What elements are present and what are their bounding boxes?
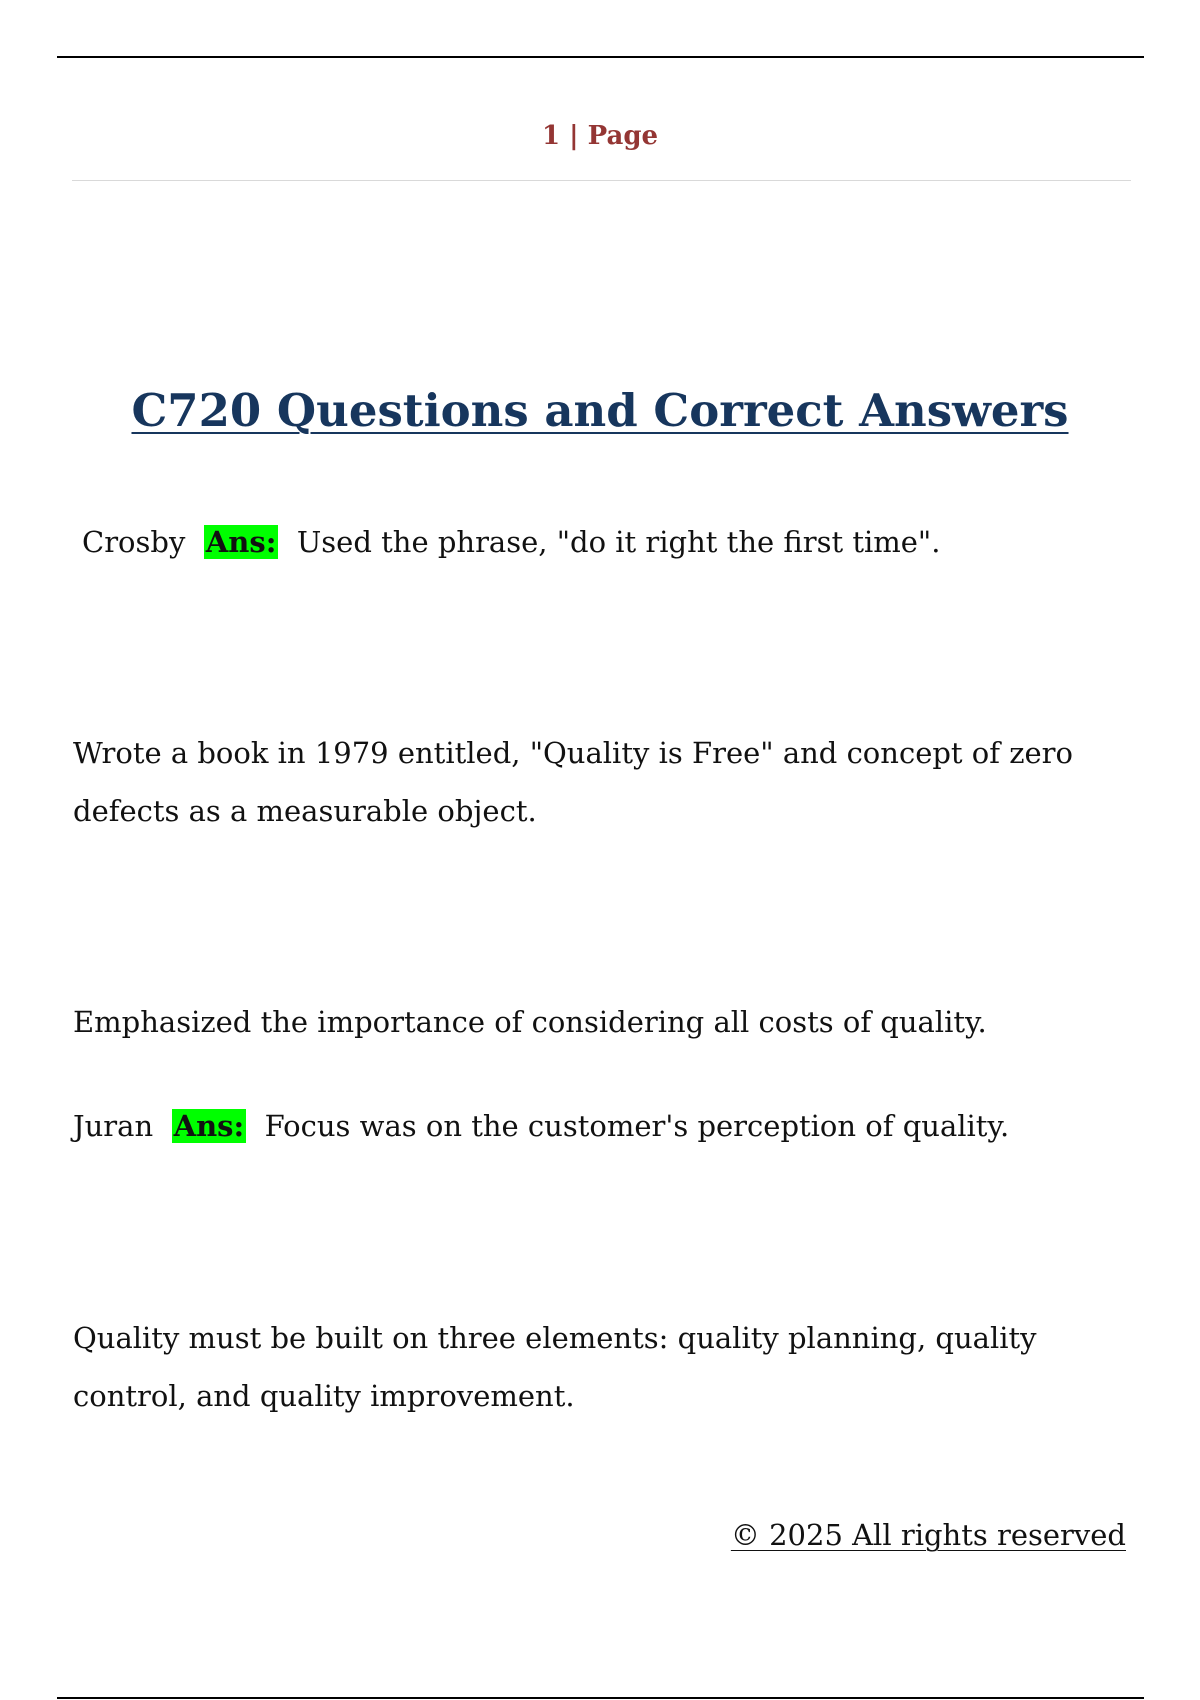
page-number: 1 xyxy=(541,121,561,151)
question-term: Crosby xyxy=(82,525,186,559)
header-divider xyxy=(72,180,1131,181)
ans-label: Ans: xyxy=(173,1109,245,1143)
question-term: Juran xyxy=(73,1109,154,1143)
ans-label: Ans: xyxy=(205,525,277,559)
answer-text: Focus was on the customer's perception of quality. xyxy=(264,1109,1010,1143)
page-label: Page xyxy=(587,121,659,151)
page-separator: | xyxy=(569,121,579,151)
document-title: C720 Questions and Correct Answers xyxy=(131,384,1069,437)
bottom-border-rule xyxy=(57,1697,1144,1699)
answer-continuation-paragraph: Quality must be built on three elements: quality planning, quality control, and quality improvement. xyxy=(73,1321,1037,1413)
qa-entry-juran xyxy=(73,1097,1133,1155)
answer-continuation-paragraph: Emphasized the importance of considering all costs of quality. xyxy=(73,1005,987,1039)
answer-continuation-paragraph: Wrote a book in 1979 entitled, "Quality is Free" and concept of zero defects as a measurable object. xyxy=(73,736,1073,828)
copyright-notice: © 2025 All rights reserved xyxy=(730,1518,1126,1552)
page-header xyxy=(0,121,1200,151)
answer-text: Used the phrase, "do it right the first time". xyxy=(296,525,941,559)
top-border-rule xyxy=(57,56,1144,58)
qa-entry-crosby xyxy=(82,513,1142,571)
